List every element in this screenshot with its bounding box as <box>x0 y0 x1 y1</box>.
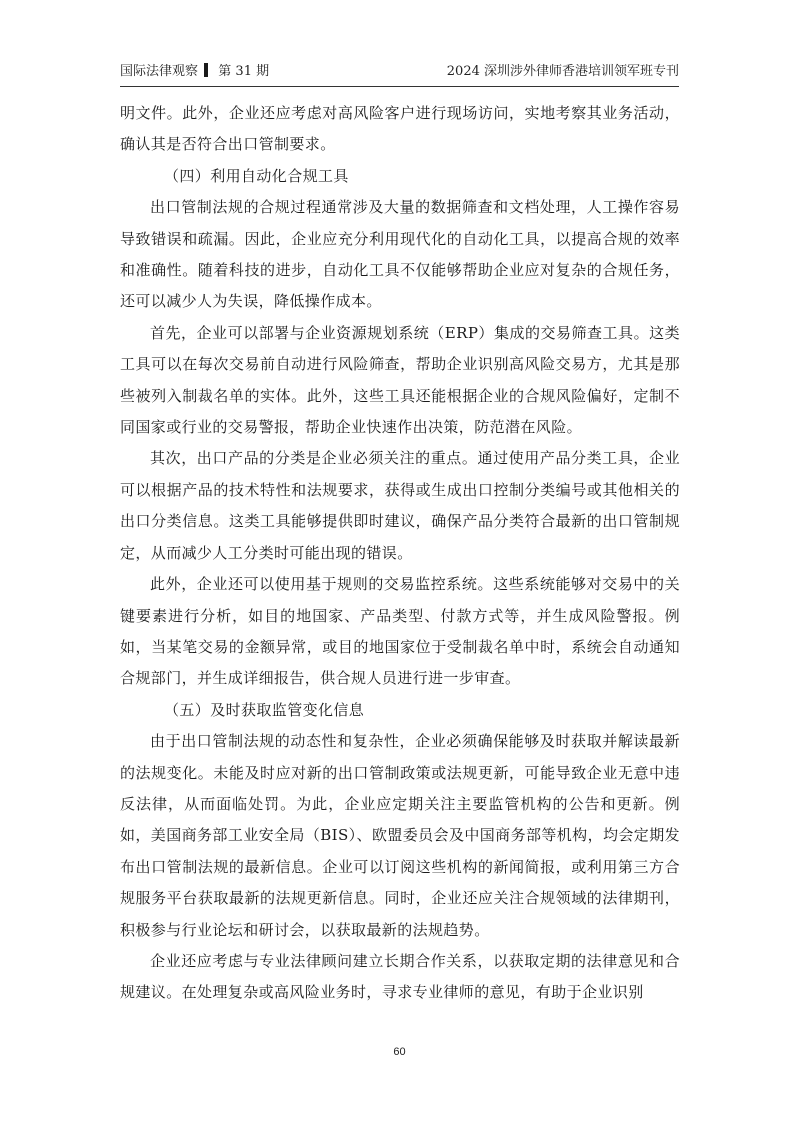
paragraph: 企业还应考虑与专业法律顾问建立长期合作关系，以获取定期的法律意见和合规建议。在处理复杂或高风险业务时，寻求专业律师的意见，有助于企业识别 <box>120 951 680 1002</box>
journal-info <box>120 62 269 82</box>
paragraph: 首先，企业可以部署与企业资源规划系统（ERP）集成的交易筛查工具。这类工具可以在每次交易前自动进行风险筛查，帮助企业识别高风险交易方，尤其是那些被列入制裁名单的实体。此外，这些工具还能根据企业的合规风险偏好，定制不同国家或行业的交易警报，帮助企业快速作出决策，防范潜在风险。 <box>120 323 680 437</box>
header-divider <box>120 86 679 87</box>
journal-title: 国际法律观察 <box>120 64 199 79</box>
issue-number: 第 31 期 <box>218 64 270 79</box>
paragraph-continued: 明文件。此外，企业还应考虑对高风险客户进行现场访问，实地考察其业务活动，确认其是否符合出口管制要求。 <box>120 104 680 154</box>
section-heading-5: （五）及时获取监管变化信息 <box>164 700 365 719</box>
special-issue-title: 2024 深圳涉外律师香港培训领军班专刊 <box>446 64 679 79</box>
page-header <box>120 62 679 82</box>
section-heading-4: （四）利用自动化合规工具 <box>164 166 349 185</box>
paragraph: 由于出口管制法规的动态性和复杂性，企业必须确保能够及时获取并解读最新的法规变化。未能及时应对新的出口管制政策或法规更新，可能导致企业无意中违反法律，从而面临处罚。为此，企业应定期关注主要监管机构的公告和更新。例如，美国商务部工业安全局（BIS）、欧盟委员会及中国商务部等机构，均会定期发布出口管制法规的最新信息。企业可以订阅这些机构的新闻简报，或利用第三方合规服务平台获取最新的法规更新信息。同时，企业还应关注合规领域的法律期刊，积极参与行业论坛和研讨会，以获取最新的法规趋势。 <box>120 732 680 939</box>
separator-bar <box>204 63 208 77</box>
paragraph: 出口管制法规的合规过程通常涉及大量的数据筛查和文档处理，人工操作容易导致错误和疏漏。因此，企业应充分利用现代化的自动化工具，以提高合规的效率和准确性。随着科技的进步，自动化工具不仅能够帮助企业应对复杂的合规任务，还可以减少人为失误，降低操作成本。 <box>120 198 680 311</box>
page-number: 60 <box>393 1046 406 1058</box>
paragraph: 此外，企业还可以使用基于规则的交易监控系统。这些系统能够对交易中的关键要素进行分析，如目的地国家、产品类型、付款方式等，并生成风险警报。例如，当某笔交易的金额异常，或目的地国家位于受制裁名单中时，系统会自动通知合规部门，并生成详细报告，供合规人员进行进一步审查。 <box>120 575 680 688</box>
article-body <box>120 98 680 1009</box>
paragraph: 其次，出口产品的分类是企业必须关注的重点。通过使用产品分类工具，企业可以根据产品的技术特性和法规要求，获得或生成出口控制分类编号或其他相关的出口分类信息。这类工具能够提供即时建议，确保产品分类符合最新的出口管制规定，从而减少人工分类时可能出现的错误。 <box>120 449 680 562</box>
